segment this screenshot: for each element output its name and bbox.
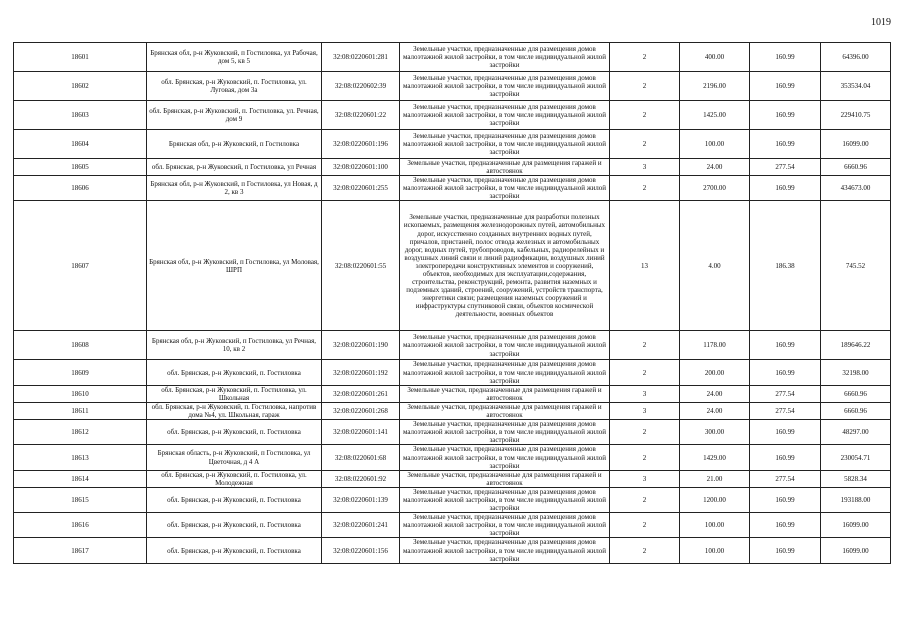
cadastral-number-cell: 32:08:0220601:68 (322, 445, 400, 470)
cadastral-value-cell: 230054.71 (821, 445, 891, 470)
specific-value-cell: 160.99 (750, 331, 821, 360)
row-number: 18602 (14, 72, 147, 101)
row-number: 18606 (14, 176, 147, 201)
area-cell: 2700.00 (680, 176, 750, 201)
specific-value-cell: 160.99 (750, 360, 821, 385)
row-number: 18605 (14, 159, 147, 176)
area-cell: 100.00 (680, 513, 750, 538)
group-code-cell: 2 (610, 101, 680, 130)
cadastral-value-cell: 16099.00 (821, 513, 891, 538)
group-code-cell: 2 (610, 43, 680, 72)
cadastral-value-cell: 32198.00 (821, 360, 891, 385)
table-row (14, 130, 891, 159)
table-row (14, 331, 891, 360)
group-code-cell: 2 (610, 176, 680, 201)
group-code-cell: 2 (610, 130, 680, 159)
table-row (14, 360, 891, 385)
table-row (14, 538, 891, 563)
address-cell: обл. Брянская, р-н Жуковский, п. Гостиловка (147, 538, 322, 563)
specific-value-cell: 186.38 (750, 201, 821, 331)
address-cell: обл. Брянская, р-н Жуковский, п. Гостиловка (147, 360, 322, 385)
area-cell: 2196.00 (680, 72, 750, 101)
land-purpose-cell: Земельные участки, предназначенные для размещения гаражей и автостоянок (400, 402, 610, 419)
specific-value-cell: 160.99 (750, 538, 821, 563)
table-row (14, 43, 891, 72)
land-purpose-cell: Земельные участки, предназначенные для размещения домов малоэтажной жилой застройки, в том числе индивидуальной жилой застройки (400, 101, 610, 130)
area-cell: 24.00 (680, 385, 750, 402)
land-purpose-cell: Земельные участки, предназначенные для размещения домов малоэтажной жилой застройки, в том числе индивидуальной жилой застройки (400, 176, 610, 201)
cadastral-number-cell: 32:08:0220601:22 (322, 101, 400, 130)
address-cell: Брянская обл, р-н Жуковский, п Гостиловка, ул Рабочая, дом 5, кв 5 (147, 43, 322, 72)
table-row (14, 201, 891, 331)
group-code-cell: 2 (610, 445, 680, 470)
address-cell: обл. Брянская, р-н Жуковский, п. Гостиловка, напротив дома №4, ул. Школьная, гараж (147, 402, 322, 419)
table-row (14, 470, 891, 487)
cadastral-value-cell: 434673.00 (821, 176, 891, 201)
land-purpose-cell: Земельные участки, предназначенные для размещения домов малоэтажной жилой застройки, в том числе индивидуальной жилой застройки (400, 420, 610, 445)
cadastral-value-cell: 353534.04 (821, 72, 891, 101)
cadastral-value-cell: 6660.96 (821, 402, 891, 419)
area-cell: 21.00 (680, 470, 750, 487)
specific-value-cell: 160.99 (750, 487, 821, 512)
area-cell: 200.00 (680, 360, 750, 385)
group-code-cell: 3 (610, 402, 680, 419)
area-cell: 1200.00 (680, 487, 750, 512)
cadastral-number-cell: 32:08:0220601:92 (322, 470, 400, 487)
group-code-cell: 2 (610, 420, 680, 445)
address-cell: обл. Брянская, р-н Жуковский, п. Гостиловка, ул. Речная, дом 9 (147, 101, 322, 130)
table-body (14, 43, 891, 564)
address-cell: Брянская обл, р-н Жуковский, п Гостиловка, ул Моловая, ШРП (147, 201, 322, 331)
table-row (14, 445, 891, 470)
cadastral-value-cell: 6660.96 (821, 385, 891, 402)
cadastral-number-cell: 32:08:0220602:39 (322, 72, 400, 101)
area-cell: 1425.00 (680, 101, 750, 130)
address-cell: обл. Брянская, р-н Жуковский, п. Гостиловка, ул. Школьная (147, 385, 322, 402)
table-row (14, 159, 891, 176)
cadastral-number-cell: 32:08:0220601:139 (322, 487, 400, 512)
cadastral-value-cell: 229410.75 (821, 101, 891, 130)
cadastral-value-cell: 64396.00 (821, 43, 891, 72)
cadastral-value-cell: 189646.22 (821, 331, 891, 360)
group-code-cell: 13 (610, 201, 680, 331)
specific-value-cell: 160.99 (750, 420, 821, 445)
table-row (14, 487, 891, 512)
area-cell: 24.00 (680, 402, 750, 419)
specific-value-cell: 160.99 (750, 513, 821, 538)
group-code-cell: 3 (610, 159, 680, 176)
land-purpose-cell: Земельные участки, предназначенные для размещения гаражей и автостоянок (400, 470, 610, 487)
land-purpose-cell: Земельные участки, предназначенные для размещения домов малоэтажной жилой застройки, в том числе индивидуальной жилой застройки (400, 331, 610, 360)
cadastral-number-cell: 32:08:0220601:100 (322, 159, 400, 176)
specific-value-cell: 160.99 (750, 176, 821, 201)
group-code-cell: 2 (610, 360, 680, 385)
cadastral-value-cell: 16099.00 (821, 130, 891, 159)
row-number: 18607 (14, 201, 147, 331)
row-number: 18601 (14, 43, 147, 72)
land-purpose-cell: Земельные участки, предназначенные для размещения домов малоэтажной жилой застройки, в том числе индивидуальной жилой застройки (400, 487, 610, 512)
specific-value-cell: 160.99 (750, 43, 821, 72)
group-code-cell: 3 (610, 385, 680, 402)
cadastral-number-cell: 32:08:0220601:156 (322, 538, 400, 563)
specific-value-cell: 277.54 (750, 385, 821, 402)
address-cell: обл. Брянская, р-н Жуковский, п. Гостиловка (147, 420, 322, 445)
land-purpose-cell: Земельные участки, предназначенные для размещения домов малоэтажной жилой застройки, в том числе индивидуальной жилой застройки (400, 130, 610, 159)
address-cell: Брянская обл, р-н Жуковский, п Гостиловка, ул Новая, д 2, кв 3 (147, 176, 322, 201)
group-code-cell: 2 (610, 513, 680, 538)
cadastral-number-cell: 32:08:0220601:255 (322, 176, 400, 201)
cadastral-value-table (13, 42, 891, 564)
specific-value-cell: 160.99 (750, 72, 821, 101)
address-cell: Брянская область, р-н Жуковский, п Гостиловка, ул Цветочная, д 4 А (147, 445, 322, 470)
cadastral-number-cell: 32:08:0220601:196 (322, 130, 400, 159)
address-cell: обл. Брянская, р-н Жуковский, п Гостиловка, ул Речная (147, 159, 322, 176)
group-code-cell: 2 (610, 331, 680, 360)
table-row (14, 72, 891, 101)
land-purpose-cell: Земельные участки, предназначенные для разработки полезных ископаемых, размещения железнодорожных путей, автомобильных дорог, искусственно созданных внутренних водных путей, причалов, пристаней, полос отвода железных и автомобильных дорог, водных путей, трубопроводов, кабельных, радиорелейных и воздушных линий связи и линий радиофикации, воздушных линий электропередачи конструктивных элементов и сооружений, объектов, необходимых для эксплуатации,содержания, строительства, реконструкций, ремонта, развития наземных и подземных зданий, строений, сооружений, устройств транспорта, энергетики связи; размещения наземных сооружений и инфраструктуры спутниковой связи, объектов космической деятельности, военных объектов (400, 201, 610, 331)
row-number: 18604 (14, 130, 147, 159)
land-purpose-cell: Земельные участки, предназначенные для размещения домов малоэтажной жилой застройки, в том числе индивидуальной жилой застройки (400, 538, 610, 563)
table-row (14, 101, 891, 130)
row-number: 18612 (14, 420, 147, 445)
table-row (14, 420, 891, 445)
address-cell: обл. Брянская, р-н Жуковский, п. Гостиловка, ул. Луговая, дом 3а (147, 72, 322, 101)
specific-value-cell: 277.54 (750, 470, 821, 487)
row-number: 18617 (14, 538, 147, 563)
area-cell: 300.00 (680, 420, 750, 445)
land-purpose-cell: Земельные участки, предназначенные для размещения домов малоэтажной жилой застройки, в том числе индивидуальной жилой застройки (400, 43, 610, 72)
cadastral-number-cell: 32:08:0220601:268 (322, 402, 400, 419)
specific-value-cell: 277.54 (750, 159, 821, 176)
specific-value-cell: 160.99 (750, 101, 821, 130)
row-number: 18616 (14, 513, 147, 538)
land-purpose-cell: Земельные участки, предназначенные для размещения гаражей и автостоянок (400, 159, 610, 176)
cadastral-value-cell: 5828.34 (821, 470, 891, 487)
land-purpose-cell: Земельные участки, предназначенные для размещения домов малоэтажной жилой застройки, в том числе индивидуальной жилой застройки (400, 360, 610, 385)
cadastral-number-cell: 32:08:0220601:190 (322, 331, 400, 360)
cadastral-value-cell: 6660.96 (821, 159, 891, 176)
row-number: 18609 (14, 360, 147, 385)
row-number: 18613 (14, 445, 147, 470)
row-number: 18603 (14, 101, 147, 130)
page-number: 1019 (871, 17, 891, 28)
table-row (14, 402, 891, 419)
cadastral-number-cell: 32:08:0220601:192 (322, 360, 400, 385)
cadastral-number-cell: 32:08:0220601:241 (322, 513, 400, 538)
row-number: 18608 (14, 331, 147, 360)
address-cell: Брянская обл, р-н Жуковский, п Гостиловка (147, 130, 322, 159)
row-number: 18610 (14, 385, 147, 402)
address-cell: обл. Брянская, р-н Жуковский, п. Гостиловка, ул. Молодежная (147, 470, 322, 487)
specific-value-cell: 160.99 (750, 130, 821, 159)
cadastral-number-cell: 32:08:0220601:261 (322, 385, 400, 402)
land-purpose-cell: Земельные участки, предназначенные для размещения домов малоэтажной жилой застройки, в том числе индивидуальной жилой застройки (400, 72, 610, 101)
table-row (14, 513, 891, 538)
cadastral-value-cell: 48297.00 (821, 420, 891, 445)
area-cell: 1178.00 (680, 331, 750, 360)
land-purpose-cell: Земельные участки, предназначенные для размещения гаражей и автостоянок (400, 385, 610, 402)
area-cell: 100.00 (680, 538, 750, 563)
address-cell: обл. Брянская, р-н Жуковский, п. Гостиловка (147, 513, 322, 538)
area-cell: 100.00 (680, 130, 750, 159)
area-cell: 24.00 (680, 159, 750, 176)
area-cell: 1429.00 (680, 445, 750, 470)
row-number: 18614 (14, 470, 147, 487)
row-number: 18615 (14, 487, 147, 512)
cadastral-number-cell: 32:08:0220601:281 (322, 43, 400, 72)
cadastral-value-cell: 16099.00 (821, 538, 891, 563)
group-code-cell: 3 (610, 470, 680, 487)
group-code-cell: 2 (610, 72, 680, 101)
area-cell: 4.00 (680, 201, 750, 331)
cadastral-value-cell: 193188.00 (821, 487, 891, 512)
land-purpose-cell: Земельные участки, предназначенные для размещения домов малоэтажной жилой застройки, в том числе индивидуальной жилой застройки (400, 513, 610, 538)
table-row (14, 385, 891, 402)
land-purpose-cell: Земельные участки, предназначенные для размещения домов малоэтажной жилой застройки, в том числе индивидуальной жилой застройки (400, 445, 610, 470)
table-row (14, 176, 891, 201)
cadastral-value-cell: 745.52 (821, 201, 891, 331)
area-cell: 400.00 (680, 43, 750, 72)
group-code-cell: 2 (610, 538, 680, 563)
group-code-cell: 2 (610, 487, 680, 512)
row-number: 18611 (14, 402, 147, 419)
cadastral-number-cell: 32:08:0220601:55 (322, 201, 400, 331)
address-cell: обл. Брянская, р-н Жуковский, п. Гостиловка (147, 487, 322, 512)
specific-value-cell: 160.99 (750, 445, 821, 470)
address-cell: Брянская обл, р-н Жуковский, п Гостиловка, ул Речная, 10, кв 2 (147, 331, 322, 360)
specific-value-cell: 277.54 (750, 402, 821, 419)
cadastral-number-cell: 32:08:0220601:141 (322, 420, 400, 445)
